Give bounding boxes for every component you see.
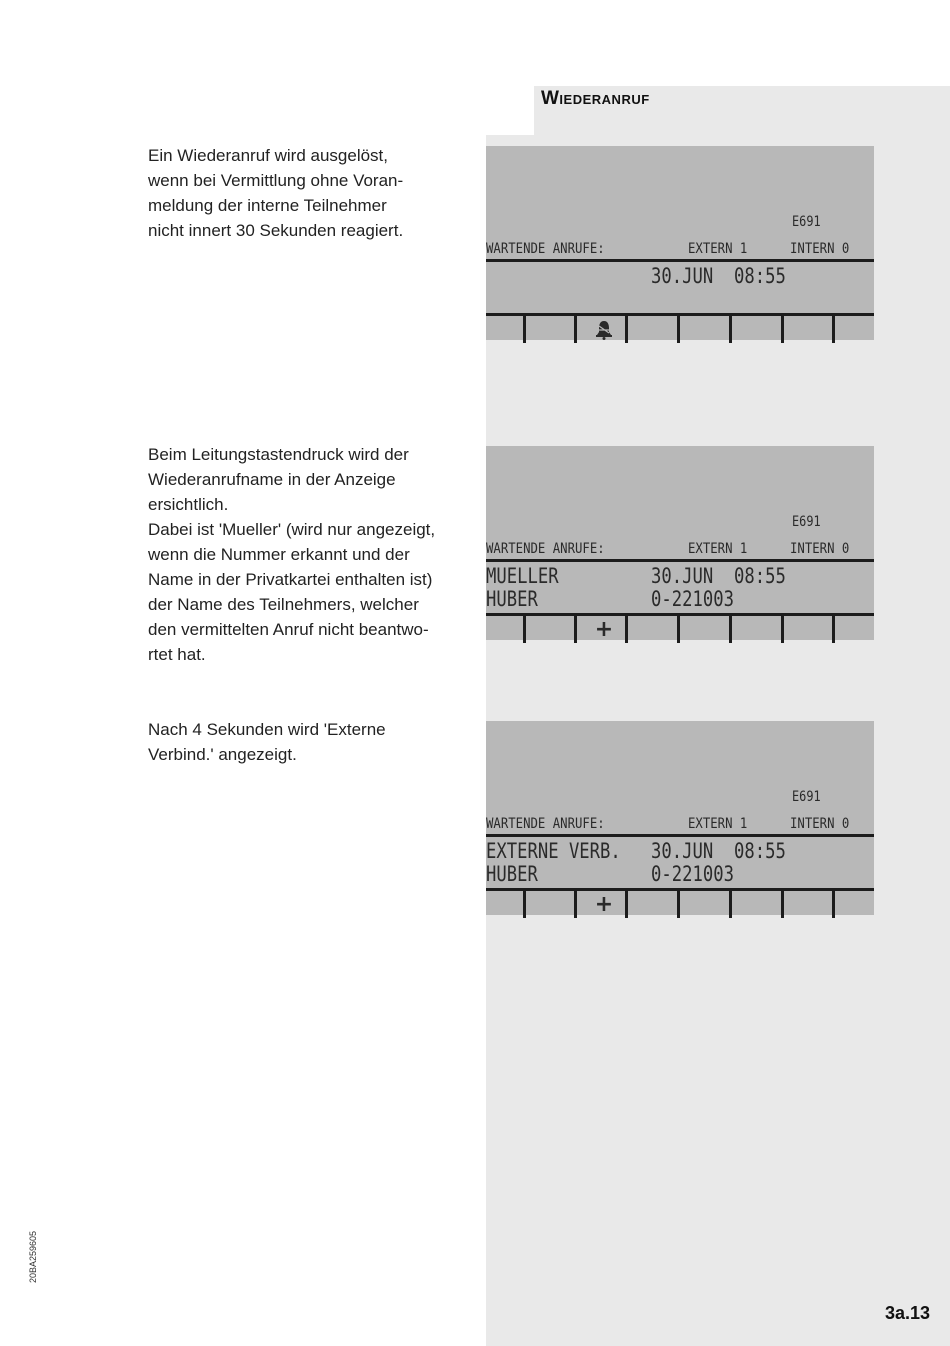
text-line: Ein Wiederanruf wird ausgelöst, — [148, 146, 389, 165]
date: 30.JUN — [651, 264, 714, 288]
time: 08:55 — [734, 564, 786, 588]
text-line: Name in der Privatkartei enthalten ist) — [148, 570, 433, 589]
key-separator — [625, 316, 628, 343]
extern-count: EXTERN 1 — [688, 541, 748, 557]
phone-number: 0-221003 — [651, 587, 734, 611]
key-separator — [574, 891, 577, 918]
time: 08:55 — [734, 264, 786, 288]
key-separator — [523, 891, 526, 918]
key-separator — [729, 616, 732, 643]
divider — [486, 259, 874, 262]
key-separator — [781, 316, 784, 343]
phone-number: 0-221003 — [651, 862, 734, 886]
divider — [486, 559, 874, 562]
display-row-2 — [486, 862, 874, 886]
key-separator — [677, 616, 680, 643]
page-title: Wiederanruf — [541, 88, 650, 109]
phone-display-3 — [486, 721, 874, 915]
date: 30.JUN — [651, 564, 714, 588]
display-row-1 — [486, 264, 874, 288]
waiting-calls-label: WARTENDE ANRUFE: — [486, 816, 605, 832]
text-line: wenn die Nummer erkannt und der — [148, 545, 410, 564]
intern-count: INTERN 0 — [790, 241, 850, 257]
intern-count: INTERN 0 — [790, 816, 850, 832]
caller-name: EXTERNE VERB. — [486, 839, 621, 863]
waiting-calls-label: WARTENDE ANRUFE: — [486, 541, 605, 557]
text-line: den vermittelten Anruf nicht beantwo- — [148, 620, 429, 639]
time: 08:55 — [734, 839, 786, 863]
extern-count: EXTERN 1 — [688, 241, 748, 257]
device-code: E691 — [792, 514, 821, 530]
device-code: E691 — [792, 214, 821, 230]
paragraph-2 — [148, 442, 478, 667]
softkey-bar — [486, 888, 874, 918]
key-separator — [729, 316, 732, 343]
key-separator — [677, 891, 680, 918]
divider — [486, 834, 874, 837]
text-line: wenn bei Vermittlung ohne Voran- — [148, 171, 404, 190]
paragraph-3 — [148, 717, 478, 767]
date: 30.JUN — [651, 839, 714, 863]
text-line: rtet hat. — [148, 645, 206, 664]
status-line — [486, 816, 874, 834]
status-line — [486, 541, 874, 559]
document-code: 20BA259605 — [28, 1230, 38, 1283]
key-separator — [729, 891, 732, 918]
text-line: meldung der interne Teilnehmer — [148, 196, 387, 215]
caller-name-2: HUBER — [486, 862, 538, 886]
status-line — [486, 241, 874, 259]
display-row-2 — [486, 287, 874, 311]
plus-icon[interactable]: + — [594, 617, 614, 642]
key-separator — [832, 891, 835, 918]
text-line: Beim Leitungstastendruck wird der — [148, 445, 409, 464]
key-separator — [523, 616, 526, 643]
key-separator — [574, 316, 577, 343]
softkey-bar — [486, 613, 874, 643]
text-line: ersichtlich. — [148, 495, 229, 514]
softkey-bar — [486, 313, 874, 343]
phone-display-2 — [486, 446, 874, 640]
page-number: 3a.13 — [885, 1303, 931, 1323]
text-line: Wiederanrufname in der Anzeige — [148, 470, 396, 489]
plus-icon[interactable]: + — [594, 892, 614, 917]
display-row-1 — [486, 564, 874, 588]
key-separator — [625, 891, 628, 918]
key-separator — [574, 616, 577, 643]
text-line: nicht innert 30 Sekunden reagiert. — [148, 221, 404, 240]
extern-count: EXTERN 1 — [688, 816, 748, 832]
device-code: E691 — [792, 789, 821, 805]
key-separator — [625, 616, 628, 643]
caller-name: MUELLER — [486, 564, 559, 588]
phone-display-1 — [486, 146, 874, 340]
text-line: Dabei ist 'Mueller' (wird nur angezeigt, — [148, 520, 436, 539]
display-row-1 — [486, 839, 874, 863]
key-separator — [677, 316, 680, 343]
display-row-2 — [486, 587, 874, 611]
text-line: Verbind.' angezeigt. — [148, 745, 297, 764]
intern-count: INTERN 0 — [790, 541, 850, 557]
text-line: der Name des Teilnehmers, welcher — [148, 595, 419, 614]
key-separator — [523, 316, 526, 343]
bell-icon[interactable] — [583, 316, 625, 343]
key-separator — [781, 616, 784, 643]
key-separator — [781, 891, 784, 918]
text-line: Nach 4 Sekunden wird 'Externe — [148, 720, 386, 739]
waiting-calls-label: WARTENDE ANRUFE: — [486, 241, 605, 257]
paragraph-1 — [148, 143, 478, 243]
caller-name-2: HUBER — [486, 587, 538, 611]
key-separator — [832, 616, 835, 643]
key-separator — [832, 316, 835, 343]
